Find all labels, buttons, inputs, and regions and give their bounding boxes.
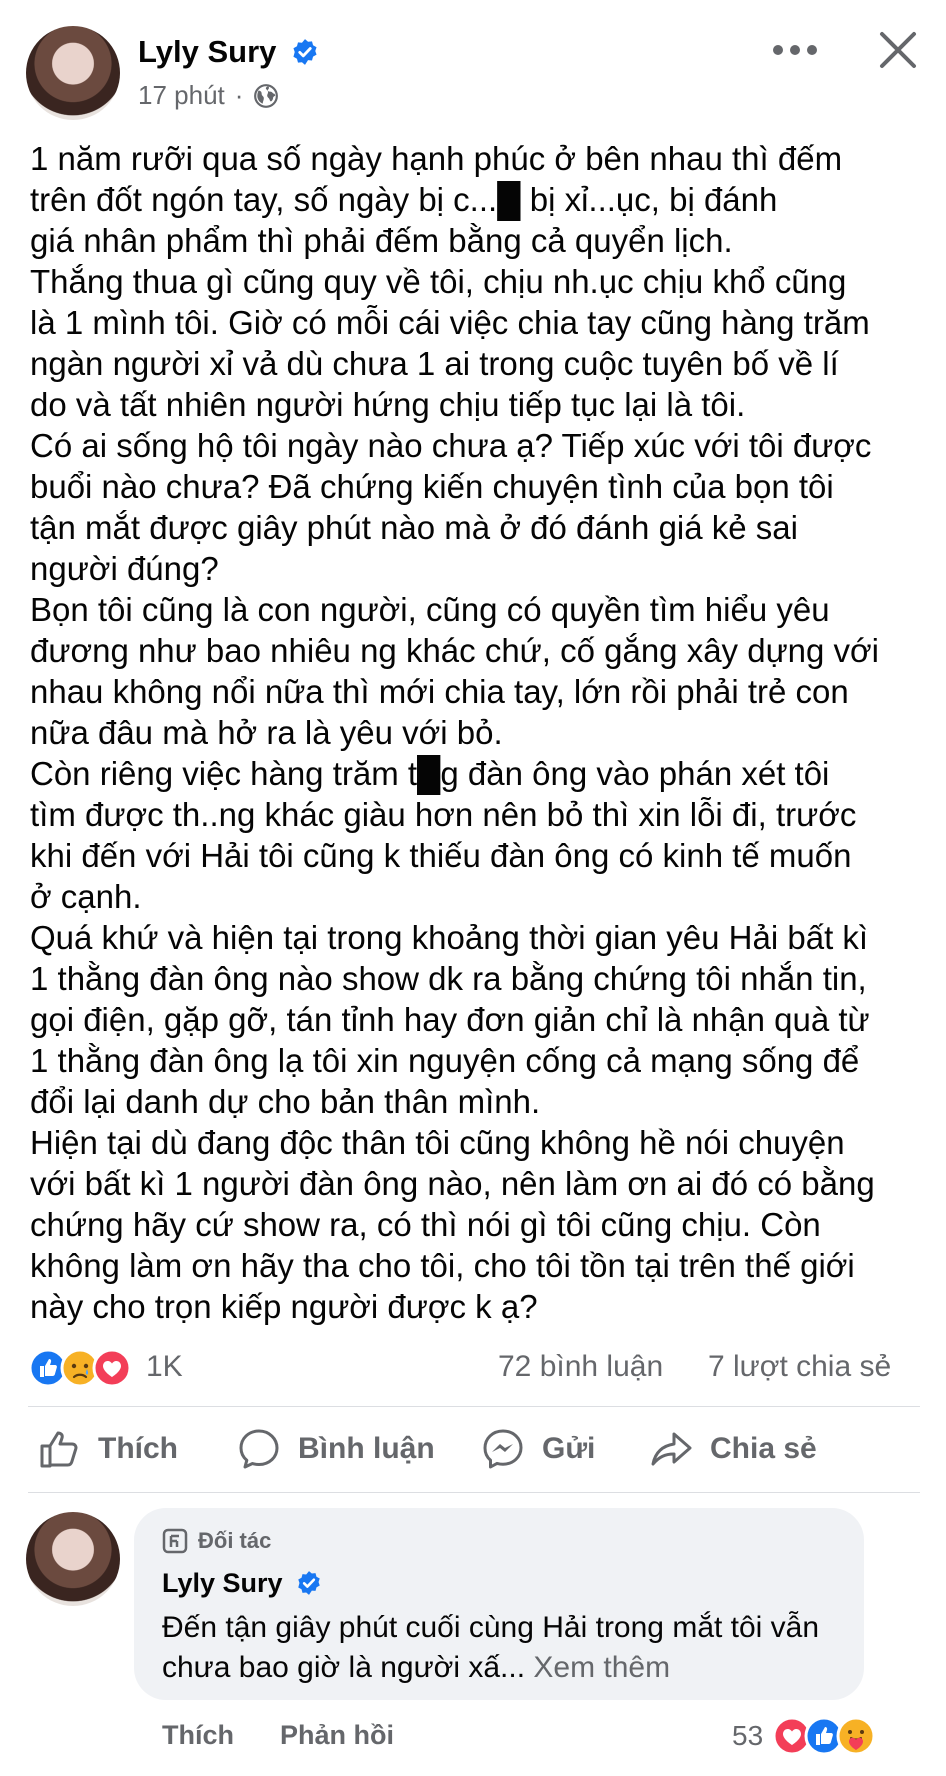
comment-button[interactable] [236,1408,435,1490]
divider [28,1406,920,1407]
more-options-button[interactable] [770,32,820,68]
globe-icon [253,83,279,109]
close-button[interactable] [874,26,922,74]
share-count[interactable]: 7 lượt chia sẻ [708,1350,892,1383]
post-timestamp[interactable] [138,80,279,111]
verified-badge-icon [296,1570,322,1596]
care-reaction-icon [836,1716,876,1756]
comment-reaction-icons[interactable] [772,1716,892,1756]
close-icon [874,26,922,74]
partner-label: Đối tác [198,1528,272,1553]
reactions-summary [28,1344,920,1394]
share-icon [648,1426,694,1472]
comment-actions [162,1716,922,1760]
comment-text-body: Đến tận giây phút cuối cùng Hải trong mắt tôi vẫn chưa bao giờ là người xấ... [162,1611,820,1684]
comment-author[interactable] [162,1568,322,1599]
verified-badge-icon [291,38,319,66]
like-label: Thích [98,1432,178,1465]
share-label: Chia sẻ [710,1432,817,1465]
post-text: 1 năm rưỡi qua số ngày hạnh phúc ở bên nhau thì đếm trên đốt ngón tay, số ngày bị c...█ bị xỉ...ục, bị đánh giá nhân phẩm thì phải đếm bằng cả quyển lịch. Thắng thua gì cũng quy về tôi, chịu nh.ục chịu khổ cũng là 1 mình tôi. Giờ có mỗi cái việc chia tay cũng hàng trăm ngàn người xỉ vả dù chưa 1 ai trong cuộc tuyên bố về lí do và tất nhiên người hứng chịu tiếp tục lại là tôi. Có ai sống hộ tôi ngày nào chưa ạ? Tiếp xúc với tôi được buổi nào chưa? Đã chứng kiến chuyện tình của bọn tôi tận mắt được giây phút nào mà ở đó đánh giá kẻ sai người đúng? Bọn tôi cũng là con người, cũng có quyền tìm hiểu yêu đương như bao nhiêu ng khác chứ, cố gắng xây dựng với nhau không nổi nữa thì mới chia tay, lớn rồi phải trẻ con nữa đâu mà hở ra là yêu với bỏ. Còn riêng việc hàng trăm t█g đàn ông vào phán xét tôi tìm được th..ng khác giàu hơn nên bỏ thì xin lỗi đi, trước khi đến với Hải tôi cũng k thiếu đàn ông có kinh tế muốn ở cạnh. Quá khứ và hiện tại trong khoảng thời gian yêu Hải bất kì 1 thằng đàn ông nào show dk ra bằng chứng tôi nhắn tin, gọi điện, gặp gỡ, tán tỉnh hay đơn giản chỉ là nhận quà từ 1 thằng đàn ông lạ tôi xin nguyện cống cả mạng sống để đổi lại danh dự cho bản thân mình. Hiện tại dù đang độc thân tôi cũng không hề nói chuyện với bất kì 1 người đàn ông nào, nên làm ơn ai đó có bằng chứng hãy cứ show ra, có thì nói gì tôi cũng chịu. Còn không làm ơn hãy tha cho tôi, cho tôi tồn tại trên thế giới này cho trọn kiếp người được k ạ? [30,140,880,1325]
comment-text [162,1608,852,1688]
messenger-icon [480,1426,526,1472]
commenter-avatar[interactable] [26,1512,120,1606]
love-reaction-icon [92,1348,132,1388]
author-avatar[interactable] [26,26,120,120]
partner-badge [162,1528,271,1554]
comment-reaction-count[interactable]: 53 [732,1720,764,1751]
send-button[interactable] [480,1408,595,1490]
comment-bubble [134,1508,864,1700]
see-more-link[interactable]: Xem thêm [533,1651,671,1684]
author-name[interactable] [138,34,319,70]
comment-label: Bình luận [298,1432,435,1465]
divider [28,1492,920,1493]
share-button[interactable] [648,1408,817,1490]
dot-separator: · [234,80,244,110]
comment-reply-button[interactable]: Phản hồi [280,1720,394,1750]
partner-icon [162,1528,188,1554]
time-text[interactable]: 17 phút [138,80,225,110]
post-actions [28,1408,920,1490]
comment-count[interactable]: 72 bình luận [498,1350,664,1383]
comment-author-name[interactable]: Lyly Sury [162,1568,283,1598]
comment-like-button[interactable]: Thích [162,1720,234,1750]
like-button[interactable] [36,1408,178,1490]
reaction-icons[interactable] [28,1348,140,1388]
reaction-count[interactable]: 1K [146,1350,183,1383]
send-label: Gửi [542,1432,596,1465]
comment-icon [236,1426,282,1472]
more-dots-icon [772,44,818,56]
author-name-text[interactable]: Lyly Sury [138,34,277,69]
like-icon [36,1426,82,1472]
post-header [0,0,946,130]
